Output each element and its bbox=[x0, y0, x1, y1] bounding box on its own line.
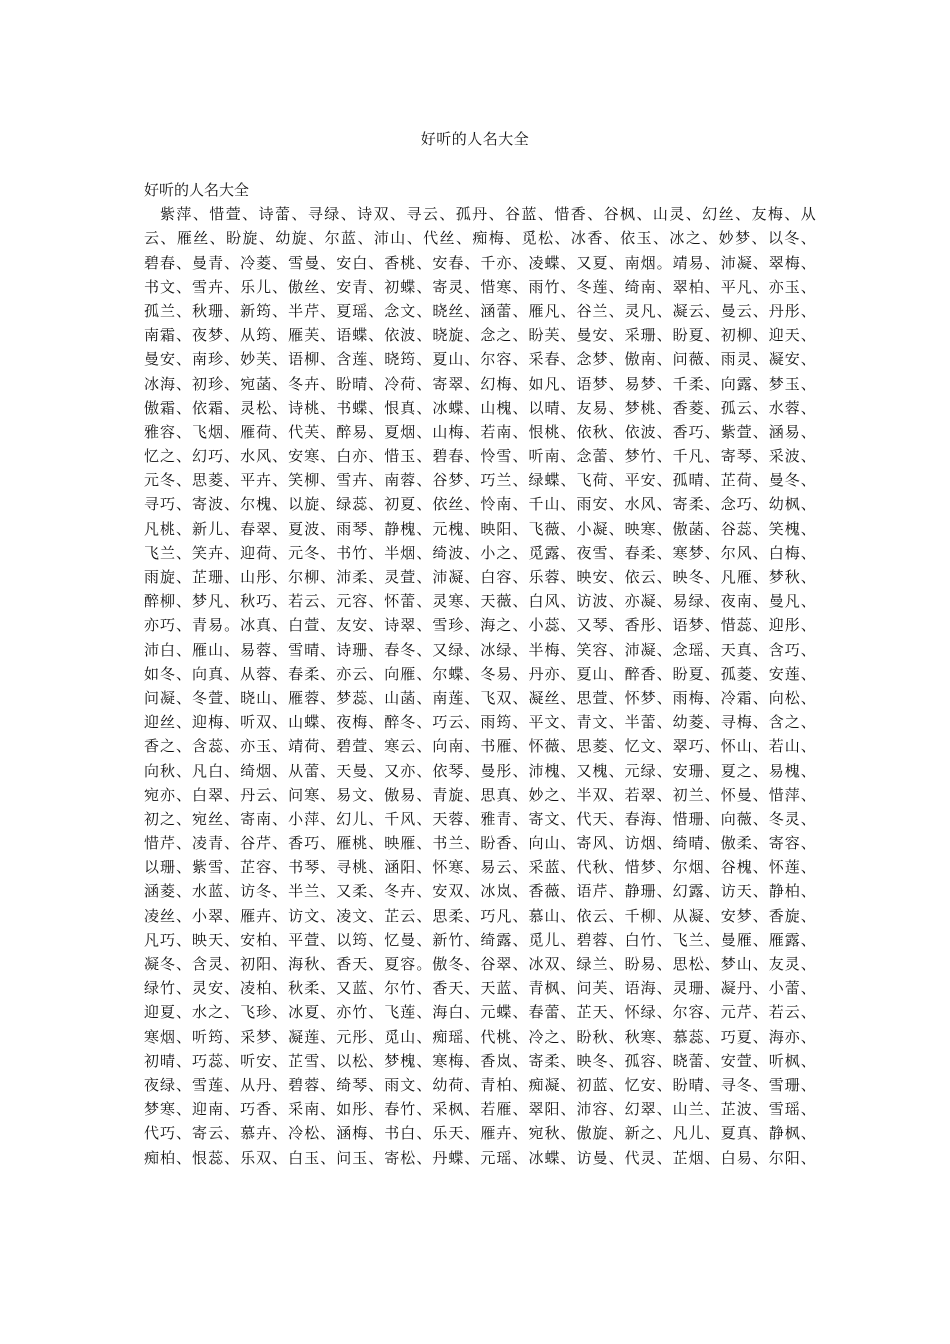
names-line: 香之、含蕊、亦玉、靖荷、碧萱、寒云、向南、书雁、怀薇、思菱、忆文、翠巧、怀山、若山、 bbox=[144, 737, 816, 756]
names-line: 向秋、凡白、绮烟、从蕾、天曼、又亦、依琴、曼彤、沛槐、又槐、元绿、安珊、夏之、易槐、 bbox=[144, 761, 816, 780]
names-line: 凡桃、新儿、春翠、夏波、雨琴、静槐、元槐、映阳、飞薇、小凝、映寒、傲菡、谷蕊、笑槐、 bbox=[144, 519, 816, 538]
names-line: 雅容、飞烟、雁荷、代芙、醉易、夏烟、山梅、若南、恨桃、依秋、依波、香巧、紫萱、涵易、 bbox=[144, 422, 816, 441]
names-line: 碧春、曼青、冷菱、雪曼、安白、香桃、安春、千亦、凌蝶、又夏、南烟。靖易、沛凝、翠梅、 bbox=[144, 253, 816, 272]
names-line: 绿竹、灵安、凌柏、秋柔、又蓝、尔竹、香天、天蓝、青枫、问芙、语海、灵珊、凝丹、小蕾、 bbox=[144, 979, 816, 998]
names-line: 忆之、幻巧、水风、安寒、白亦、惜玉、碧春、怜雪、听南、念蕾、梦竹、千凡、寄琴、采波、 bbox=[144, 447, 816, 466]
names-line: 书文、雪卉、乐儿、傲丝、安青、初蝶、寄灵、惜寒、雨竹、冬莲、绮南、翠柏、平凡、亦玉、 bbox=[144, 277, 816, 296]
names-line: 代巧、寄云、慕卉、冷松、涵梅、书白、乐天、雁卉、宛秋、傲旋、新之、凡儿、夏真、静枫、 bbox=[144, 1124, 816, 1143]
names-line: 孤兰、秋珊、新筠、半芹、夏瑶、念文、晓丝、涵蕾、雁凡、谷兰、灵凡、凝云、曼云、丹彤、 bbox=[144, 301, 816, 320]
names-line: 痴柏、恨蕊、乐双、白玉、问玉、寄松、丹蝶、元瑶、冰蝶、访曼、代灵、芷烟、白易、尔阳、 bbox=[144, 1148, 816, 1167]
names-line: 凌丝、小翠、雁卉、访文、凌文、芷云、思柔、巧凡、慕山、依云、千柳、从凝、安梦、香旋、 bbox=[144, 906, 816, 925]
names-line: 迎夏、水之、飞珍、冰夏、亦竹、飞莲、海白、元蝶、春蕾、芷天、怀绿、尔容、元芹、若云、 bbox=[144, 1003, 816, 1022]
names-line: 惜芹、凌青、谷芹、香巧、雁桃、映雁、书兰、盼香、向山、寄风、访烟、绮晴、傲柔、寄容、 bbox=[144, 834, 816, 853]
names-line: 雨旋、芷珊、山彤、尔柳、沛柔、灵萱、沛凝、白容、乐蓉、映安、依云、映冬、凡雁、梦秋、 bbox=[144, 568, 816, 587]
names-line: 冰海、初珍、宛菡、冬卉、盼晴、冷荷、寄翠、幻梅、如凡、语梦、易梦、千柔、向露、梦玉、 bbox=[144, 374, 816, 393]
names-line: 梦寒、迎南、巧香、采南、如彤、春竹、采枫、若雁、翠阳、沛容、幻翠、山兰、芷波、雪瑶、 bbox=[144, 1100, 816, 1119]
names-line: 夜绿、雪莲、从丹、碧蓉、绮琴、雨文、幼荷、青柏、痴凝、初蓝、忆安、盼晴、寻冬、雪珊、 bbox=[144, 1075, 816, 1094]
names-line: 醉柳、梦凡、秋巧、若云、元容、怀蕾、灵寒、天薇、白风、访波、亦凝、易绿、夜南、曼凡、 bbox=[144, 592, 816, 611]
names-line: 元冬、思菱、平卉、笑柳、雪卉、南蓉、谷梦、巧兰、绿蝶、飞荷、平安、孤晴、芷荷、曼冬、 bbox=[144, 471, 816, 490]
names-line: 凡巧、映天、安柏、平萱、以筠、忆曼、新竹、绮露、觅儿、碧蓉、白竹、飞兰、曼雁、雁露、 bbox=[144, 930, 816, 949]
names-line: 南霜、夜梦、从筠、雁芙、语蝶、依波、晓旋、念之、盼芙、曼安、采珊、盼夏、初柳、迎天、 bbox=[144, 326, 816, 345]
names-paragraph bbox=[144, 202, 816, 1170]
names-line: 紫萍、惜萱、诗蕾、寻绿、诗双、寻云、孤丹、谷蓝、惜香、谷枫、山灵、幻丝、友梅、从 bbox=[160, 205, 816, 224]
names-line: 初晴、巧蕊、听安、芷雪、以松、梦槐、寒梅、香岚、寄柔、映冬、孤容、晓蕾、安萱、听枫、 bbox=[144, 1051, 816, 1070]
document-title: 好听的人名大全 bbox=[420, 130, 530, 148]
names-line: 初之、宛丝、寄南、小萍、幻儿、千风、天蓉、雅青、寄文、代天、春海、惜珊、向薇、冬灵、 bbox=[144, 809, 816, 828]
names-line: 迎丝、迎梅、听双、山蝶、夜梅、醉冬、巧云、雨筠、平文、青文、半蕾、幼菱、寻梅、含之、 bbox=[144, 713, 816, 732]
names-line: 亦巧、青易。冰真、白萱、友安、诗翠、雪珍、海之、小蕊、又琴、香彤、语梦、惜蕊、迎彤、 bbox=[144, 616, 816, 635]
names-line: 傲霜、依霜、灵松、诗桃、书蝶、恨真、冰蝶、山槐、以晴、友易、梦桃、香菱、孤云、水蓉、 bbox=[144, 398, 816, 417]
names-line: 飞兰、笑卉、迎荷、元冬、书竹、半烟、绮波、小之、觅露、夜雪、春柔、寒梦、尔风、白梅、 bbox=[144, 543, 816, 562]
names-line: 寻巧、寄波、尔槐、以旋、绿蕊、初夏、依丝、怜南、千山、雨安、水风、寄柔、念巧、幼枫、 bbox=[144, 495, 816, 514]
names-line: 云、雁丝、盼旋、幼旋、尔蓝、沛山、代丝、痴梅、觅松、冰香、依玉、冰之、妙梦、以冬、 bbox=[144, 229, 816, 248]
names-line: 寒烟、听筠、采梦、凝莲、元彤、觅山、痴瑶、代桃、冷之、盼秋、秋寒、慕蕊、巧夏、海亦、 bbox=[144, 1027, 816, 1046]
names-line: 凝冬、含灵、初阳、海秋、香天、夏容。傲冬、谷翠、冰双、绿兰、盼易、思松、梦山、友灵、 bbox=[144, 955, 816, 974]
names-line: 以珊、紫雪、芷容、书琴、寻桃、涵阳、怀寒、易云、采蓝、代秋、惜梦、尔烟、谷槐、怀莲、 bbox=[144, 858, 816, 877]
names-line: 沛白、雁山、易蓉、雪晴、诗珊、春冬、又绿、冰绿、半梅、笑容、沛凝、念瑶、天真、含巧、 bbox=[144, 640, 816, 659]
names-line: 宛亦、白翠、丹云、问寒、易文、傲易、青旋、思真、妙之、半双、若翠、初兰、怀曼、惜萍、 bbox=[144, 785, 816, 804]
names-line: 涵菱、水蓝、访冬、半兰、又柔、冬卉、安双、冰岚、香薇、语芹、静珊、幻露、访天、静柏、 bbox=[144, 882, 816, 901]
names-line: 曼安、南珍、妙芙、语柳、含莲、晓筠、夏山、尔容、采春、念梦、傲南、问薇、雨灵、凝安、 bbox=[144, 350, 816, 369]
names-line: 问凝、冬萱、晓山、雁蓉、梦蕊、山菡、南莲、飞双、凝丝、思萱、怀梦、雨梅、冷霜、向松、 bbox=[144, 688, 816, 707]
names-line: 如冬、向真、从蓉、春柔、亦云、向雁、尔蝶、冬易、丹亦、夏山、醉香、盼夏、孤菱、安莲、 bbox=[144, 664, 816, 683]
section-heading: 好听的人名大全 bbox=[144, 181, 250, 199]
document-body bbox=[144, 178, 816, 1170]
